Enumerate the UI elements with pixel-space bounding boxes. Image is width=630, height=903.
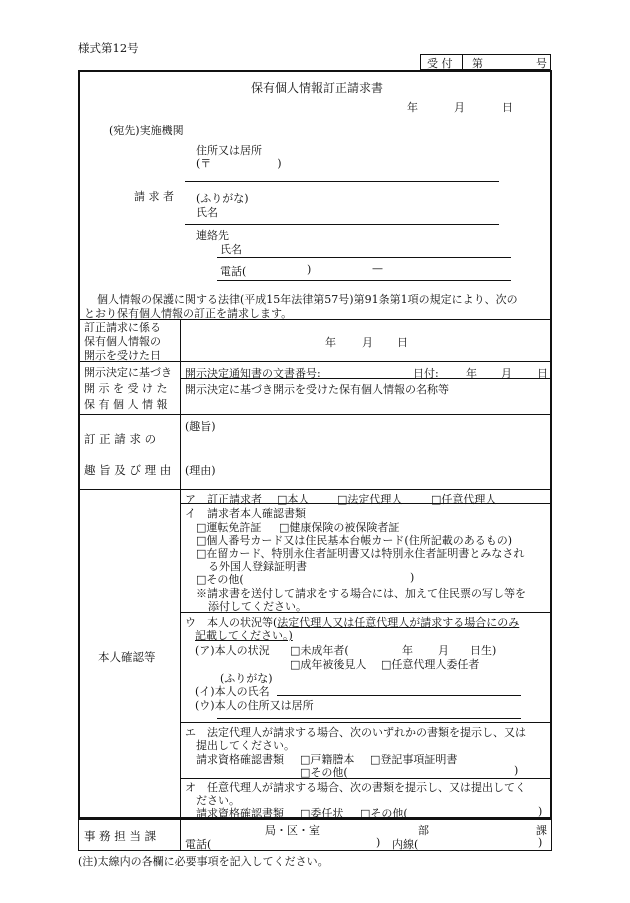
- office-bottom-border: [78, 850, 552, 851]
- disclosure-month: 月: [362, 336, 373, 349]
- row-divider-3: [79, 489, 551, 490]
- residence-card-cont: る外国人登録証明書: [208, 560, 307, 573]
- contact-name-label: 氏名: [220, 243, 242, 256]
- checkbox-adult-ward[interactable]: [290, 656, 366, 672]
- date-month: 月: [454, 101, 465, 114]
- legal-other-close: ): [514, 764, 519, 777]
- receipt-label: 受 付: [427, 57, 453, 70]
- birth-day: 日生): [470, 644, 497, 657]
- notice-day: 日: [537, 367, 548, 380]
- identity-u-line: [181, 722, 551, 723]
- identity-i-line: [181, 612, 551, 613]
- principal-address-line: [217, 718, 521, 719]
- office-right-border: [551, 819, 552, 850]
- checkbox-registry-cert[interactable]: [370, 751, 457, 767]
- office-extension-label: 内線(: [392, 838, 419, 851]
- legal-docs-label: 請求資格確認書類: [196, 753, 284, 766]
- principal-name-line: [277, 695, 521, 696]
- office-left-border: [78, 819, 79, 850]
- form-title: 保有個人情報訂正請求書: [251, 81, 384, 95]
- requester-type-heading: ア 訂正請求者: [185, 493, 262, 506]
- contact-label: 連絡先: [196, 229, 229, 242]
- requester-label: 請 求 者: [134, 190, 174, 203]
- document-number-label: 開示決定通知書の文書番号:: [185, 367, 321, 380]
- date-day: 日: [502, 101, 513, 114]
- option-label: 任意代理人: [441, 493, 497, 506]
- option-label: 法定代理人: [347, 493, 403, 506]
- disclosed-info-label: [84, 365, 172, 413]
- birth-month: 月: [438, 644, 449, 657]
- identity-a-line: [181, 503, 551, 504]
- address-line: [185, 181, 499, 182]
- correction-purpose-label-1: 訂 正 請 求 の: [84, 432, 157, 446]
- form-number: 様式第12号: [78, 41, 139, 55]
- date-year: 年: [407, 101, 418, 114]
- voluntary-other-close: ): [538, 805, 543, 818]
- reason-heading: (理由): [185, 464, 216, 477]
- receipt-go: 号: [536, 57, 547, 70]
- principal-status-heading-2: 記載してください。): [195, 629, 293, 642]
- option-label: 登記事項証明書: [380, 753, 458, 766]
- disclosed-info-name-text: 開示決定に基づき開示を受けた保有個人情報の名称等: [185, 383, 449, 396]
- office-extension-close: ): [538, 836, 543, 849]
- principal-furigana: (ふりがな): [220, 672, 273, 685]
- checkbox-voluntary-agent[interactable]: [431, 491, 496, 507]
- label-line: 開示決定に基づき: [84, 366, 172, 379]
- option-label: 委任状: [310, 807, 344, 820]
- label-line: 保 有 個 人 情 報: [84, 398, 168, 411]
- legal-agent-note-2: 提出してください。: [196, 739, 295, 752]
- mail-note-line-1: ※請求書を送付して請求をする場合には、加えて住民票の写し等を: [196, 587, 526, 600]
- principal-status-label: (ア)本人の状況: [195, 644, 270, 657]
- table-top-line: [79, 319, 551, 320]
- heading-prefix: ウ 本人の状況等(: [185, 616, 278, 629]
- notice-date-label: 日付:: [413, 367, 439, 380]
- disclosure-day: 日: [397, 336, 408, 349]
- name-line: [185, 224, 499, 225]
- mail-note-line-2: 添付してください。: [208, 600, 307, 613]
- option-label: 未成年者(: [300, 644, 349, 657]
- phone-dash: —: [372, 262, 383, 275]
- identity-label: 本人確認等: [98, 650, 156, 664]
- voluntary-agent-note-1: オ 任意代理人が請求する場合、次の書類を提示し、又は提出してく: [185, 781, 526, 794]
- option-label: 任意代理人委任者: [391, 658, 480, 671]
- label-line: 保有個人情報の: [84, 335, 161, 348]
- principal-name-label: (イ)本人の氏名: [195, 685, 270, 698]
- statement-line-2: とおり保有個人情報の訂正を請求します。: [84, 307, 293, 320]
- option-label: その他(: [206, 573, 244, 586]
- label-line: 開示を受けた日: [84, 349, 161, 362]
- correction-purpose-label-2: 趣 旨 及 び 理 由: [84, 463, 172, 477]
- requester-name-label: 氏名: [196, 206, 218, 219]
- option-label: 成年被後見人: [300, 658, 367, 671]
- receipt-dai: 第: [472, 57, 483, 70]
- voluntary-docs-label: 請求資格確認書類: [196, 807, 284, 820]
- contact-name-line: [217, 257, 511, 258]
- legal-agent-note-1: エ 法定代理人が請求する場合、次のいずれかの書類を提示し、又は: [185, 726, 526, 739]
- notice-month: 月: [501, 367, 512, 380]
- office-bu: 部: [418, 824, 429, 837]
- option-label: その他(: [310, 766, 348, 779]
- office-label: 事 務 担 当 課: [84, 829, 157, 843]
- id-documents-heading: イ 請求者本人確認書類: [185, 507, 306, 520]
- voluntary-agent-note-2: ださい。: [196, 794, 240, 807]
- heading-underlined: 法定代理人又は任意代理人が請求する場合にのみ: [277, 616, 520, 629]
- option-label: 健康保険の被保険者証: [289, 521, 400, 534]
- office-ka: 課: [536, 824, 547, 837]
- requester-furigana: (ふりがな): [196, 192, 249, 205]
- receipt-divider: [462, 54, 463, 70]
- label-column-divider: [180, 319, 181, 819]
- footnote: (注)太線内の各欄に必要事項を記入してください。: [78, 855, 329, 868]
- checkbox-voluntary-other[interactable]: [360, 805, 408, 821]
- address-label: 住所又は居所: [196, 144, 262, 157]
- label-line: 訂正請求に係る: [84, 321, 161, 334]
- phone-label: 電話(: [220, 265, 247, 278]
- option-label: 戸籍謄本: [310, 753, 355, 766]
- checkbox-delegator[interactable]: [381, 656, 479, 672]
- notice-year: 年: [466, 367, 477, 380]
- disclosure-date-label: [84, 321, 161, 363]
- purpose-heading: (趣旨): [185, 420, 216, 433]
- option-label: 在留カード、特別永住者証明書又は特別永住者証明書とみなされ: [206, 547, 525, 560]
- option-label: 運転免許証: [206, 521, 262, 534]
- office-phone-label: 電話(: [185, 838, 212, 851]
- other-id-close: ): [410, 571, 415, 584]
- principal-address-label: (ウ)本人の住所又は居所: [195, 699, 314, 712]
- label-line: 開 示 を 受 け た: [84, 382, 168, 395]
- row-divider-2: [79, 414, 551, 415]
- statement-line-1: 個人情報の保護に関する法律(平成15年法律第57号)第91条第1項の規定により、次の: [86, 293, 518, 306]
- office-phone-close: ): [376, 836, 381, 849]
- postal-code-field[interactable]: (〒 ): [196, 157, 282, 170]
- phone-close: ): [307, 263, 312, 276]
- office-divider: [180, 819, 181, 850]
- option-label: 本人: [287, 493, 310, 506]
- birth-year: 年: [402, 644, 413, 657]
- option-label: その他(: [370, 807, 408, 820]
- row2-inner-line: [181, 378, 551, 379]
- checkbox-power-of-attorney[interactable]: [300, 805, 343, 821]
- office-kyoku: 局・区・室: [265, 824, 320, 837]
- option-label: 個人番号カード又は住民基本台帳カード(住所記載のあるもの): [206, 534, 512, 547]
- addressee: (宛先)実施機関: [109, 124, 184, 137]
- phone-line: [217, 280, 511, 281]
- checkbox-legal-agent[interactable]: [337, 491, 402, 507]
- disclosure-year: 年: [325, 336, 336, 349]
